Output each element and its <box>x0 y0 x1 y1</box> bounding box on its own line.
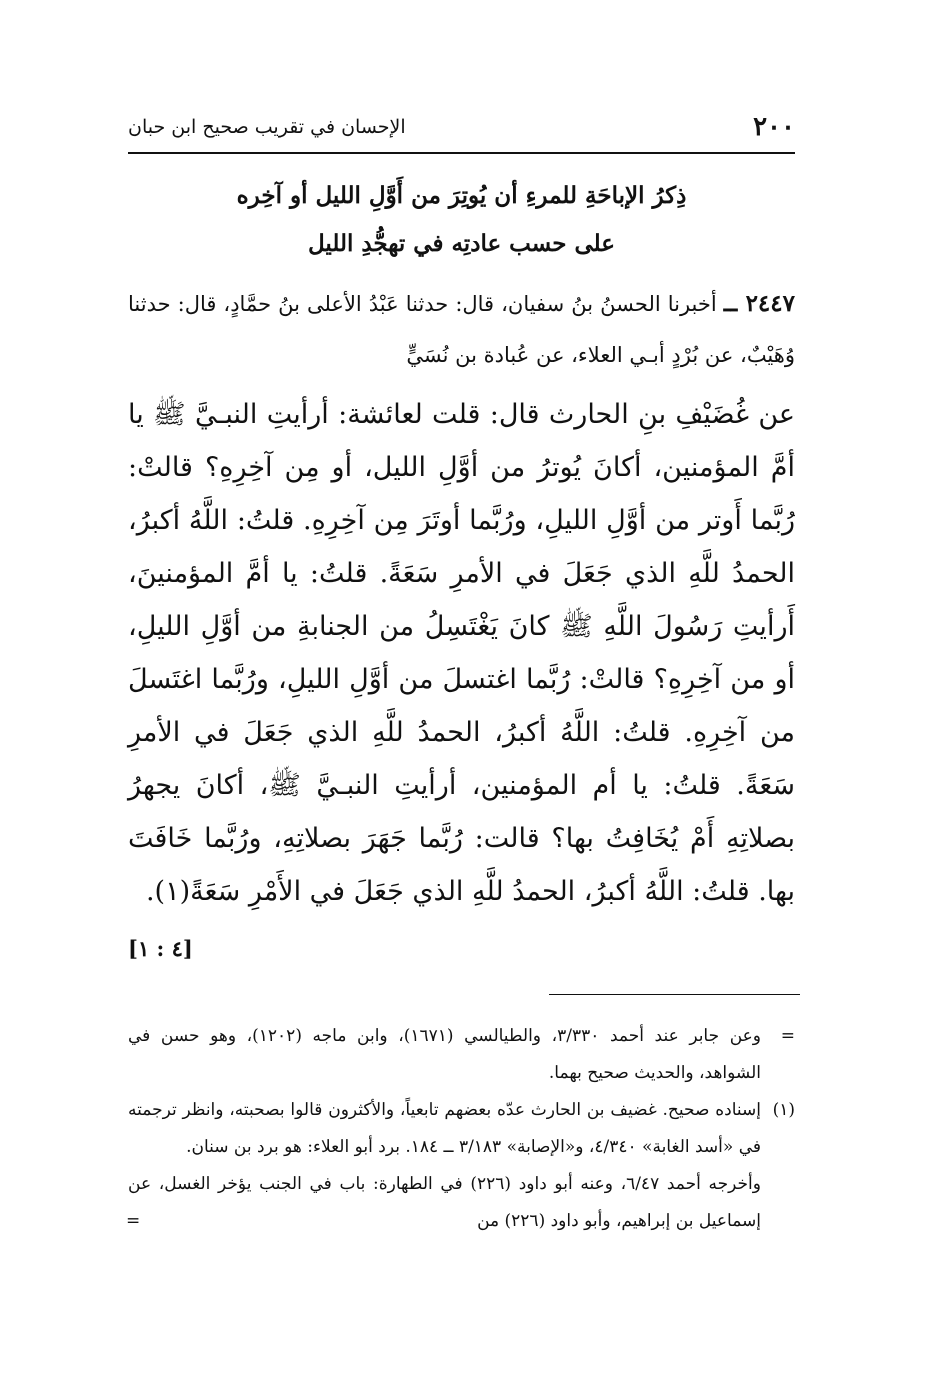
footnote-1-marker: (١) <box>772 1100 795 1120</box>
header-divider <box>128 152 795 154</box>
footnote-1-extra-text: وأخرجه أحمد ٦/٤٧، وعنه أبو داود (٢٢٦) في الطهارة: باب في الجنب يؤخر الغسل، عن إسماعيل بن إبراهيم، وأبو داود (٢٢٦) من <box>128 1174 761 1231</box>
footnote-1-text: إسناده صحيح. غضيف بن الحارث عدّه بعضهم تابعياً، والأكثرون قالوا بصحبته، وانظر ترجمته في «أسد الغابة» ٤/٣٤٠، و«الإصابة» ٣/١٨٣ ــ ١٨٤. برد أبو العلاء: هو برد بن سنان. <box>128 1100 761 1157</box>
end-continuation-mark: = <box>126 1211 141 1231</box>
page-header <box>128 108 795 148</box>
footnote-1-extra <box>128 1166 795 1240</box>
footnote-continued-text: وعن جابر عند أحمد ٣/٣٣٠، والطيالسي (١٦٧١)، وابن ماجه (١٢٠٢)، وهو حسن في الشواهد، والحديث صحيح بهما. <box>128 1026 762 1083</box>
hadith-reference: [٤ : ١] <box>128 936 193 961</box>
chapter-title <box>128 172 795 268</box>
hadith-isnad <box>128 278 795 381</box>
continuation-mark: = <box>780 1026 795 1046</box>
footnote-1 <box>128 1092 795 1166</box>
isnad-text: أخبرنا الحسنُ بنُ سفيان، قال: حدثنا عَبْدُ الأعلى بنُ حمَّادٍ، قال: حدثنا وُهَيْبٌ، عن بُرْدٍ أبـي العلاء، عن عُبادة بن نُسَيٍّ <box>128 292 795 367</box>
footnote-continued <box>128 1018 795 1092</box>
hadith-number: ٢٤٤٧ ــ <box>723 290 795 317</box>
footnote-divider <box>549 994 800 995</box>
page-number: ٢٠٠ <box>753 112 795 142</box>
footnotes <box>128 1018 795 1240</box>
chapter-title-line-2: على حسب عادتِه في تهجُّدِ الليل <box>307 230 616 257</box>
hadith-matn: عن غُضَيْفِ بنِ الحارث قال: قلت لعائشة: أرأيتِ النبـيَّ ﷺ يا أمَّ المؤمنين، أكانَ يُوترُ من أوَّلِ الليل، أو مِن آخِرِهِ؟ قالتْ: رُبَّما أَوتر من أوَّلِ الليلِ، ورُبَّما أوتَرَ مِن آخِرِهِ. قلتُ: اللَّهُ أكبرُ، الحمدُ للَّهِ الذي جَعَلَ في الأمرِ سَعَةً. قلتُ: يا أمَّ المؤمنينَ، أَرأيتِ رَسُولَ اللَّهِ ﷺ كانَ يَغْتَسِلُ من الجنابةِ من أوَّلِ الليلِ، أو من آخِرِهِ؟ قالتْ: رُبَّما اغتسلَ من أوَّلِ الليلِ، ورُبَّما اغتَسلَ من آخِرِهِ. قلتُ: اللَّهُ أكبرُ، الحمدُ للَّهِ الذي جَعَلَ في الأمرِ سَعَةً. قلتُ: يا أم المؤمنين، أرأيتِ النبـيَّ ﷺ، أكانَ يجهرُ بصلاتِهِ أَمْ يُخَافِتُ بها؟ قالت: رُبَّما جَهَرَ بصلاتِهِ، ورُبَّما خَافَتَ بها. قلتُ: اللَّهُ أكبرُ، الحمدُ للَّهِ الذي جَعَلَ في الأَمْرِ سَعَةً(١). <box>128 399 796 907</box>
running-title: الإحسان في تقريب صحيح ابن حبان <box>128 116 406 138</box>
chapter-title-line-1: ذِكرُ الإباحَةِ للمرءِ أن يُوتِرَ من أَوَّلِ الليل أو آخِره <box>236 182 687 209</box>
